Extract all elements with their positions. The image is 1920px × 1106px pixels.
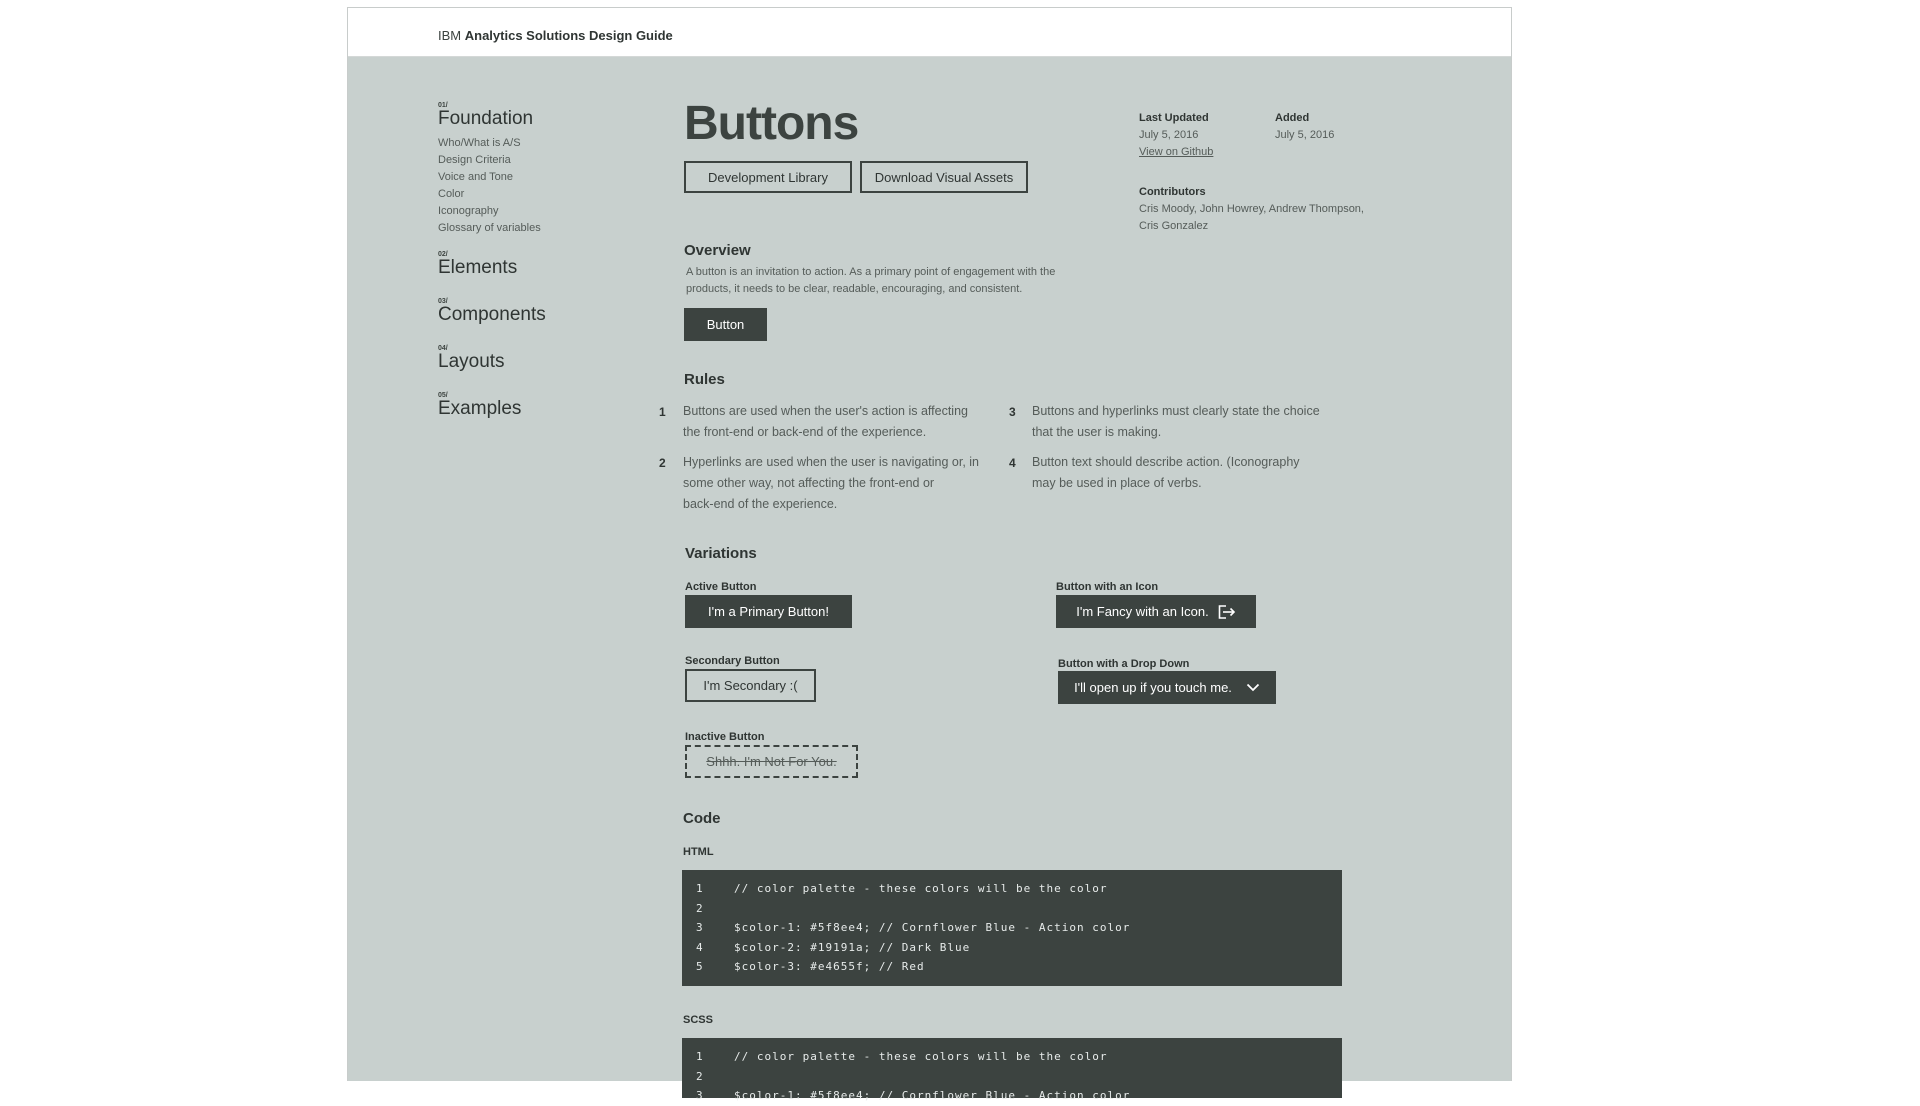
sidebar-section-layouts — [438, 345, 505, 373]
dropdown-button-label: Button with a Drop Down — [1058, 658, 1190, 670]
code-line — [682, 938, 1342, 958]
foundation-subnav — [438, 135, 541, 237]
sidebar-subitem-color[interactable]: Color — [438, 188, 465, 200]
sign-out-icon — [1218, 605, 1236, 619]
code-line — [682, 879, 1342, 899]
code-line — [682, 957, 1342, 977]
code-text: $color-1: #5f8ee4; // Cornflower Blue - Action color — [734, 1089, 1131, 1103]
icon-button-text: I'm Fancy with an Icon. — [1076, 604, 1209, 619]
rule-number: 2 — [659, 456, 666, 470]
code-line — [682, 899, 1342, 919]
brand-name: Analytics Solutions Design Guide — [464, 28, 673, 43]
contributors-line-2: Cris Gonzalez — [1139, 220, 1209, 232]
code-text: // color palette - these colors will be the color — [734, 1050, 1108, 1064]
inactive-button: Shhh. I'm Not For You. — [685, 745, 858, 778]
rule-2-line-1: Hyperlinks are used when the user is navigating or, in — [683, 455, 979, 469]
contributors-line-1: Cris Moody, John Howrey, Andrew Thompson, — [1139, 203, 1364, 215]
sidebar-item-foundation[interactable]: Foundation — [438, 108, 534, 129]
chevron-down-icon — [1246, 683, 1260, 692]
sidebar-item-components[interactable]: Components — [438, 304, 546, 325]
scss-code-label: SCSS — [683, 1014, 713, 1026]
brand-title[interactable] — [438, 28, 673, 43]
overview-heading: Overview — [684, 242, 751, 259]
rule-3-line-2: that the user is making. — [1032, 425, 1162, 439]
scss-code-block[interactable] — [682, 1038, 1342, 1103]
html-code-block[interactable] — [682, 870, 1342, 986]
icon-button-label: Button with an Icon — [1056, 581, 1159, 593]
sidebar-subitem-glossary[interactable]: Glossary of variables — [438, 222, 541, 234]
line-number: 2 — [696, 901, 704, 915]
code-line — [682, 918, 1342, 938]
html-code-label: HTML — [683, 846, 714, 858]
sidebar-item-examples[interactable]: Examples — [438, 398, 522, 419]
section-number: 03/ — [438, 298, 448, 305]
rule-number: 4 — [1009, 456, 1016, 470]
variations-heading: Variations — [685, 545, 757, 562]
sidebar-subitem-iconography[interactable]: Iconography — [438, 205, 499, 217]
last-updated-label: Last Updated — [1139, 112, 1209, 124]
secondary-button-label: Secondary Button — [685, 655, 780, 667]
line-number: 5 — [696, 960, 704, 974]
active-button-label: Active Button — [685, 581, 757, 593]
line-number: 3 — [696, 921, 704, 935]
primary-button[interactable]: I'm a Primary Button! — [685, 595, 852, 628]
sidebar-item-elements[interactable]: Elements — [438, 257, 518, 278]
code-heading: Code — [683, 810, 721, 827]
code-text: $color-1: #5f8ee4; // Cornflower Blue - Action color — [734, 921, 1131, 935]
rule-1-line-1: Buttons are used when the user's action is affecting — [683, 404, 968, 418]
section-number: 04/ — [438, 345, 448, 352]
overview-text-line-1: A button is an invitation to action. As a primary point of engagement with the — [686, 266, 1056, 278]
top-header — [348, 8, 1511, 57]
rule-4-line-2: may be used in place of verbs. — [1032, 476, 1202, 490]
added-label: Added — [1275, 112, 1310, 124]
sidebar-section-examples — [438, 392, 521, 420]
development-library-button[interactable]: Development Library — [684, 161, 852, 193]
section-number: 05/ — [438, 392, 448, 399]
code-text: $color-3: #e4655f; // Red — [734, 960, 925, 974]
code-line — [682, 1086, 1342, 1106]
dropdown-button-text: I'll open up if you touch me. — [1074, 680, 1232, 695]
example-button[interactable]: Button — [684, 308, 767, 341]
inactive-button-label: Inactive Button — [685, 731, 765, 743]
section-number: 01/ — [438, 102, 448, 109]
code-line — [682, 1047, 1342, 1067]
contributors-label: Contributors — [1139, 186, 1206, 198]
added-value: July 5, 2016 — [1275, 129, 1335, 141]
sidebar-section-foundation — [438, 102, 541, 237]
sidebar-item-layouts[interactable]: Layouts — [438, 351, 505, 372]
sidebar-section-components — [438, 298, 546, 326]
rules-heading: Rules — [684, 371, 725, 388]
line-number: 1 — [696, 882, 704, 896]
rule-number: 1 — [659, 405, 666, 419]
sidebar-subitem-voice-tone[interactable]: Voice and Tone — [438, 171, 514, 183]
sidebar-subitem-design-criteria[interactable]: Design Criteria — [438, 154, 511, 166]
secondary-button[interactable]: I'm Secondary :( — [685, 669, 816, 702]
line-number: 1 — [696, 1050, 704, 1064]
section-number: 02/ — [438, 251, 448, 258]
last-updated-value: July 5, 2016 — [1139, 129, 1199, 141]
code-text: $color-2: #19191a; // Dark Blue — [734, 940, 971, 954]
page-title: Buttons — [684, 97, 859, 150]
page-frame — [347, 7, 1512, 1103]
dropdown-button[interactable] — [1058, 671, 1276, 704]
line-number: 4 — [696, 940, 704, 954]
code-text: // color palette - these colors will be the color — [734, 882, 1108, 896]
rule-2-line-3: back-end of the experience. — [683, 497, 838, 511]
icon-button[interactable] — [1056, 595, 1256, 628]
download-visual-assets-button[interactable]: Download Visual Assets — [860, 161, 1028, 193]
rule-3-line-1: Buttons and hyperlinks must clearly state the choice — [1032, 404, 1320, 418]
code-line — [682, 1067, 1342, 1087]
overview-text-line-2: products, it needs to be clear, readable, encouraging, and consistent. — [686, 283, 1023, 295]
brand-prefix: IBM — [438, 28, 462, 43]
sidebar-section-elements — [438, 251, 517, 279]
line-number: 3 — [696, 1089, 704, 1103]
rule-number: 3 — [1009, 405, 1016, 419]
rule-1-line-2: the front-end or back-end of the experience. — [683, 425, 927, 439]
rule-4-line-1: Button text should describe action. (Iconography — [1032, 455, 1300, 469]
sidebar-subitem-who-what[interactable]: Who/What is A/S — [438, 137, 521, 149]
rule-2-line-2: some other way, not affecting the front-end or — [683, 476, 935, 490]
line-number: 2 — [696, 1069, 704, 1083]
view-on-github-link[interactable]: View on Github — [1139, 146, 1214, 158]
